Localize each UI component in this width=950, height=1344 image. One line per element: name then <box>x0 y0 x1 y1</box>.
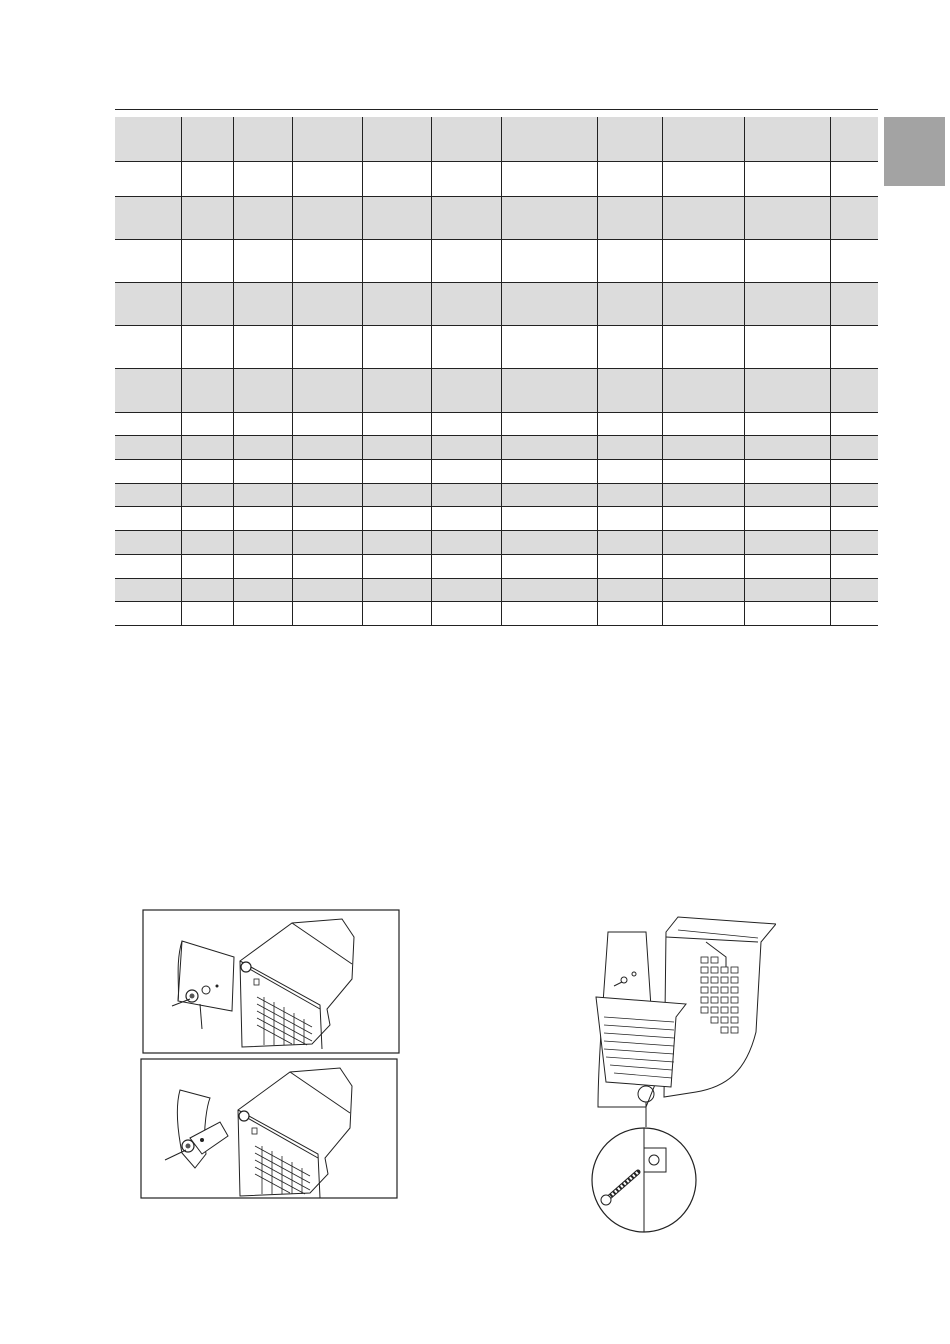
table-row <box>115 368 878 412</box>
table-cell <box>181 554 233 578</box>
table-cell <box>501 368 597 412</box>
table-cell <box>744 325 830 368</box>
table-cell <box>744 459 830 483</box>
table-cell <box>233 483 292 506</box>
table-cell <box>115 196 181 239</box>
table-cell <box>115 459 181 483</box>
table-cell <box>744 506 830 530</box>
bracket-assembly-figure-top <box>142 909 400 1055</box>
table-cell <box>431 506 501 530</box>
table-cell <box>181 282 233 325</box>
table-cell <box>292 325 362 368</box>
table-cell <box>115 554 181 578</box>
table-cell <box>830 530 878 554</box>
table-cell <box>181 506 233 530</box>
table-cell <box>744 368 830 412</box>
table-cell <box>233 554 292 578</box>
table-cell <box>830 196 878 239</box>
table-cell <box>292 282 362 325</box>
table-cell <box>181 483 233 506</box>
table-cell <box>115 506 181 530</box>
table-cell <box>830 601 878 625</box>
table-cell <box>431 601 501 625</box>
table-cell <box>233 161 292 196</box>
table-cell <box>830 282 878 325</box>
table-cell <box>830 412 878 435</box>
table-cell <box>292 483 362 506</box>
table-cell <box>233 196 292 239</box>
table-cell <box>662 161 744 196</box>
table-cell <box>292 161 362 196</box>
table-cell <box>233 435 292 459</box>
table-cell <box>501 325 597 368</box>
table-cell <box>115 601 181 625</box>
table-cell <box>115 483 181 506</box>
table-cell <box>431 325 501 368</box>
table-cell <box>744 117 830 161</box>
table-cell <box>501 117 597 161</box>
table-cell <box>597 578 662 601</box>
table-cell <box>501 483 597 506</box>
table-cell <box>362 530 431 554</box>
table-cell <box>744 196 830 239</box>
table-cell <box>233 506 292 530</box>
table-cell <box>431 239 501 282</box>
section-tab-marker <box>884 117 945 186</box>
table-cell <box>181 412 233 435</box>
table-cell <box>233 601 292 625</box>
table-cell <box>431 196 501 239</box>
table-cell <box>431 282 501 325</box>
table-cell <box>362 554 431 578</box>
table-cell <box>292 117 362 161</box>
table-row <box>115 554 878 578</box>
table-cell <box>744 239 830 282</box>
table-cell <box>662 117 744 161</box>
table-cell <box>362 435 431 459</box>
table-row <box>115 239 878 282</box>
table-cell <box>362 506 431 530</box>
table-row <box>115 459 878 483</box>
table-cell <box>662 368 744 412</box>
table-cell <box>662 601 744 625</box>
table-cell <box>181 239 233 282</box>
table-cell <box>362 161 431 196</box>
table-cell <box>431 435 501 459</box>
side-panel-mounting-figure <box>586 912 776 1237</box>
table-cell <box>744 282 830 325</box>
table-cell <box>115 412 181 435</box>
table-cell <box>662 506 744 530</box>
table-row <box>115 435 878 459</box>
table-cell <box>662 239 744 282</box>
table-cell <box>501 412 597 435</box>
table-cell <box>115 117 181 161</box>
table-cell <box>362 412 431 435</box>
table-cell <box>292 601 362 625</box>
table-cell <box>597 483 662 506</box>
table-cell <box>362 368 431 412</box>
table-cell <box>115 578 181 601</box>
table-cell <box>431 530 501 554</box>
table-cell <box>662 435 744 459</box>
table-row <box>115 325 878 368</box>
table-cell <box>292 530 362 554</box>
table-cell <box>597 412 662 435</box>
table-cell <box>662 483 744 506</box>
table-cell <box>431 578 501 601</box>
table-row <box>115 412 878 435</box>
table-cell <box>830 578 878 601</box>
table-cell <box>115 239 181 282</box>
table-cell <box>431 368 501 412</box>
table-cell <box>431 483 501 506</box>
table-cell <box>744 578 830 601</box>
table-cell <box>501 459 597 483</box>
table-cell <box>362 196 431 239</box>
table-cell <box>292 435 362 459</box>
table-cell <box>233 117 292 161</box>
table-cell <box>830 325 878 368</box>
table-cell <box>830 117 878 161</box>
table-cell <box>115 282 181 325</box>
table-cell <box>292 412 362 435</box>
table-row <box>115 483 878 506</box>
table-cell <box>597 601 662 625</box>
table-cell <box>501 161 597 196</box>
table-cell <box>115 368 181 412</box>
table-cell <box>830 554 878 578</box>
bracket-assembly-figure-bottom <box>140 1058 398 1201</box>
table-cell <box>233 282 292 325</box>
table-cell <box>501 239 597 282</box>
table-cell <box>431 117 501 161</box>
table-cell <box>181 601 233 625</box>
table-cell <box>597 530 662 554</box>
top-rule <box>115 109 878 110</box>
table-cell <box>292 368 362 412</box>
table-cell <box>292 506 362 530</box>
table-cell <box>362 325 431 368</box>
table-cell <box>431 412 501 435</box>
table-cell <box>362 578 431 601</box>
table-cell <box>830 239 878 282</box>
table-cell <box>233 578 292 601</box>
table-cell <box>830 368 878 412</box>
table-cell <box>181 459 233 483</box>
table-cell <box>181 196 233 239</box>
table-cell <box>744 435 830 459</box>
table-row <box>115 161 878 196</box>
table-cell <box>830 161 878 196</box>
table-cell <box>597 506 662 530</box>
table-row <box>115 117 878 161</box>
table-cell <box>830 459 878 483</box>
table-cell <box>181 325 233 368</box>
table-cell <box>181 161 233 196</box>
table-cell <box>744 412 830 435</box>
table-cell <box>501 578 597 601</box>
table-cell <box>292 578 362 601</box>
table-cell <box>292 196 362 239</box>
table-cell <box>362 239 431 282</box>
table-cell <box>597 325 662 368</box>
table-cell <box>181 530 233 554</box>
table-cell <box>233 325 292 368</box>
table-cell <box>501 282 597 325</box>
table-cell <box>597 161 662 196</box>
table-cell <box>501 601 597 625</box>
table-cell <box>662 325 744 368</box>
table-row <box>115 530 878 554</box>
table-cell <box>431 459 501 483</box>
table-cell <box>181 435 233 459</box>
table-cell <box>662 412 744 435</box>
table-cell <box>233 530 292 554</box>
table-row <box>115 196 878 239</box>
table-cell <box>744 161 830 196</box>
table-cell <box>662 459 744 483</box>
table-cell <box>233 368 292 412</box>
table-cell <box>597 554 662 578</box>
table-row <box>115 282 878 325</box>
table-cell <box>362 282 431 325</box>
table-cell <box>233 412 292 435</box>
table-cell <box>744 601 830 625</box>
table-cell <box>115 435 181 459</box>
table-cell <box>501 435 597 459</box>
table-cell <box>830 435 878 459</box>
table-cell <box>181 578 233 601</box>
table-cell <box>501 506 597 530</box>
table-row <box>115 506 878 530</box>
table-row <box>115 601 878 625</box>
table-cell <box>233 459 292 483</box>
table-cell <box>501 196 597 239</box>
table-cell <box>597 239 662 282</box>
spec-table <box>115 117 878 626</box>
table-cell <box>362 483 431 506</box>
table-cell <box>662 282 744 325</box>
table-row <box>115 578 878 601</box>
table-cell <box>597 196 662 239</box>
table-cell <box>292 554 362 578</box>
table-cell <box>501 554 597 578</box>
table-cell <box>362 601 431 625</box>
table-cell <box>662 530 744 554</box>
table-cell <box>744 483 830 506</box>
table-cell <box>115 325 181 368</box>
table-cell <box>662 196 744 239</box>
table-cell <box>431 161 501 196</box>
table-cell <box>597 117 662 161</box>
table-cell <box>362 117 431 161</box>
table-cell <box>830 506 878 530</box>
table-cell <box>115 161 181 196</box>
table-cell <box>662 578 744 601</box>
table-cell <box>362 459 431 483</box>
table-cell <box>501 530 597 554</box>
table-cell <box>181 368 233 412</box>
table-cell <box>662 554 744 578</box>
table-cell <box>597 435 662 459</box>
table-cell <box>597 459 662 483</box>
table-cell <box>744 554 830 578</box>
table-cell <box>744 530 830 554</box>
table-cell <box>431 554 501 578</box>
table-cell <box>830 483 878 506</box>
table-cell <box>597 368 662 412</box>
table-cell <box>115 530 181 554</box>
table-cell <box>181 117 233 161</box>
table-cell <box>597 282 662 325</box>
table-cell <box>233 239 292 282</box>
table-cell <box>292 459 362 483</box>
table-cell <box>292 239 362 282</box>
